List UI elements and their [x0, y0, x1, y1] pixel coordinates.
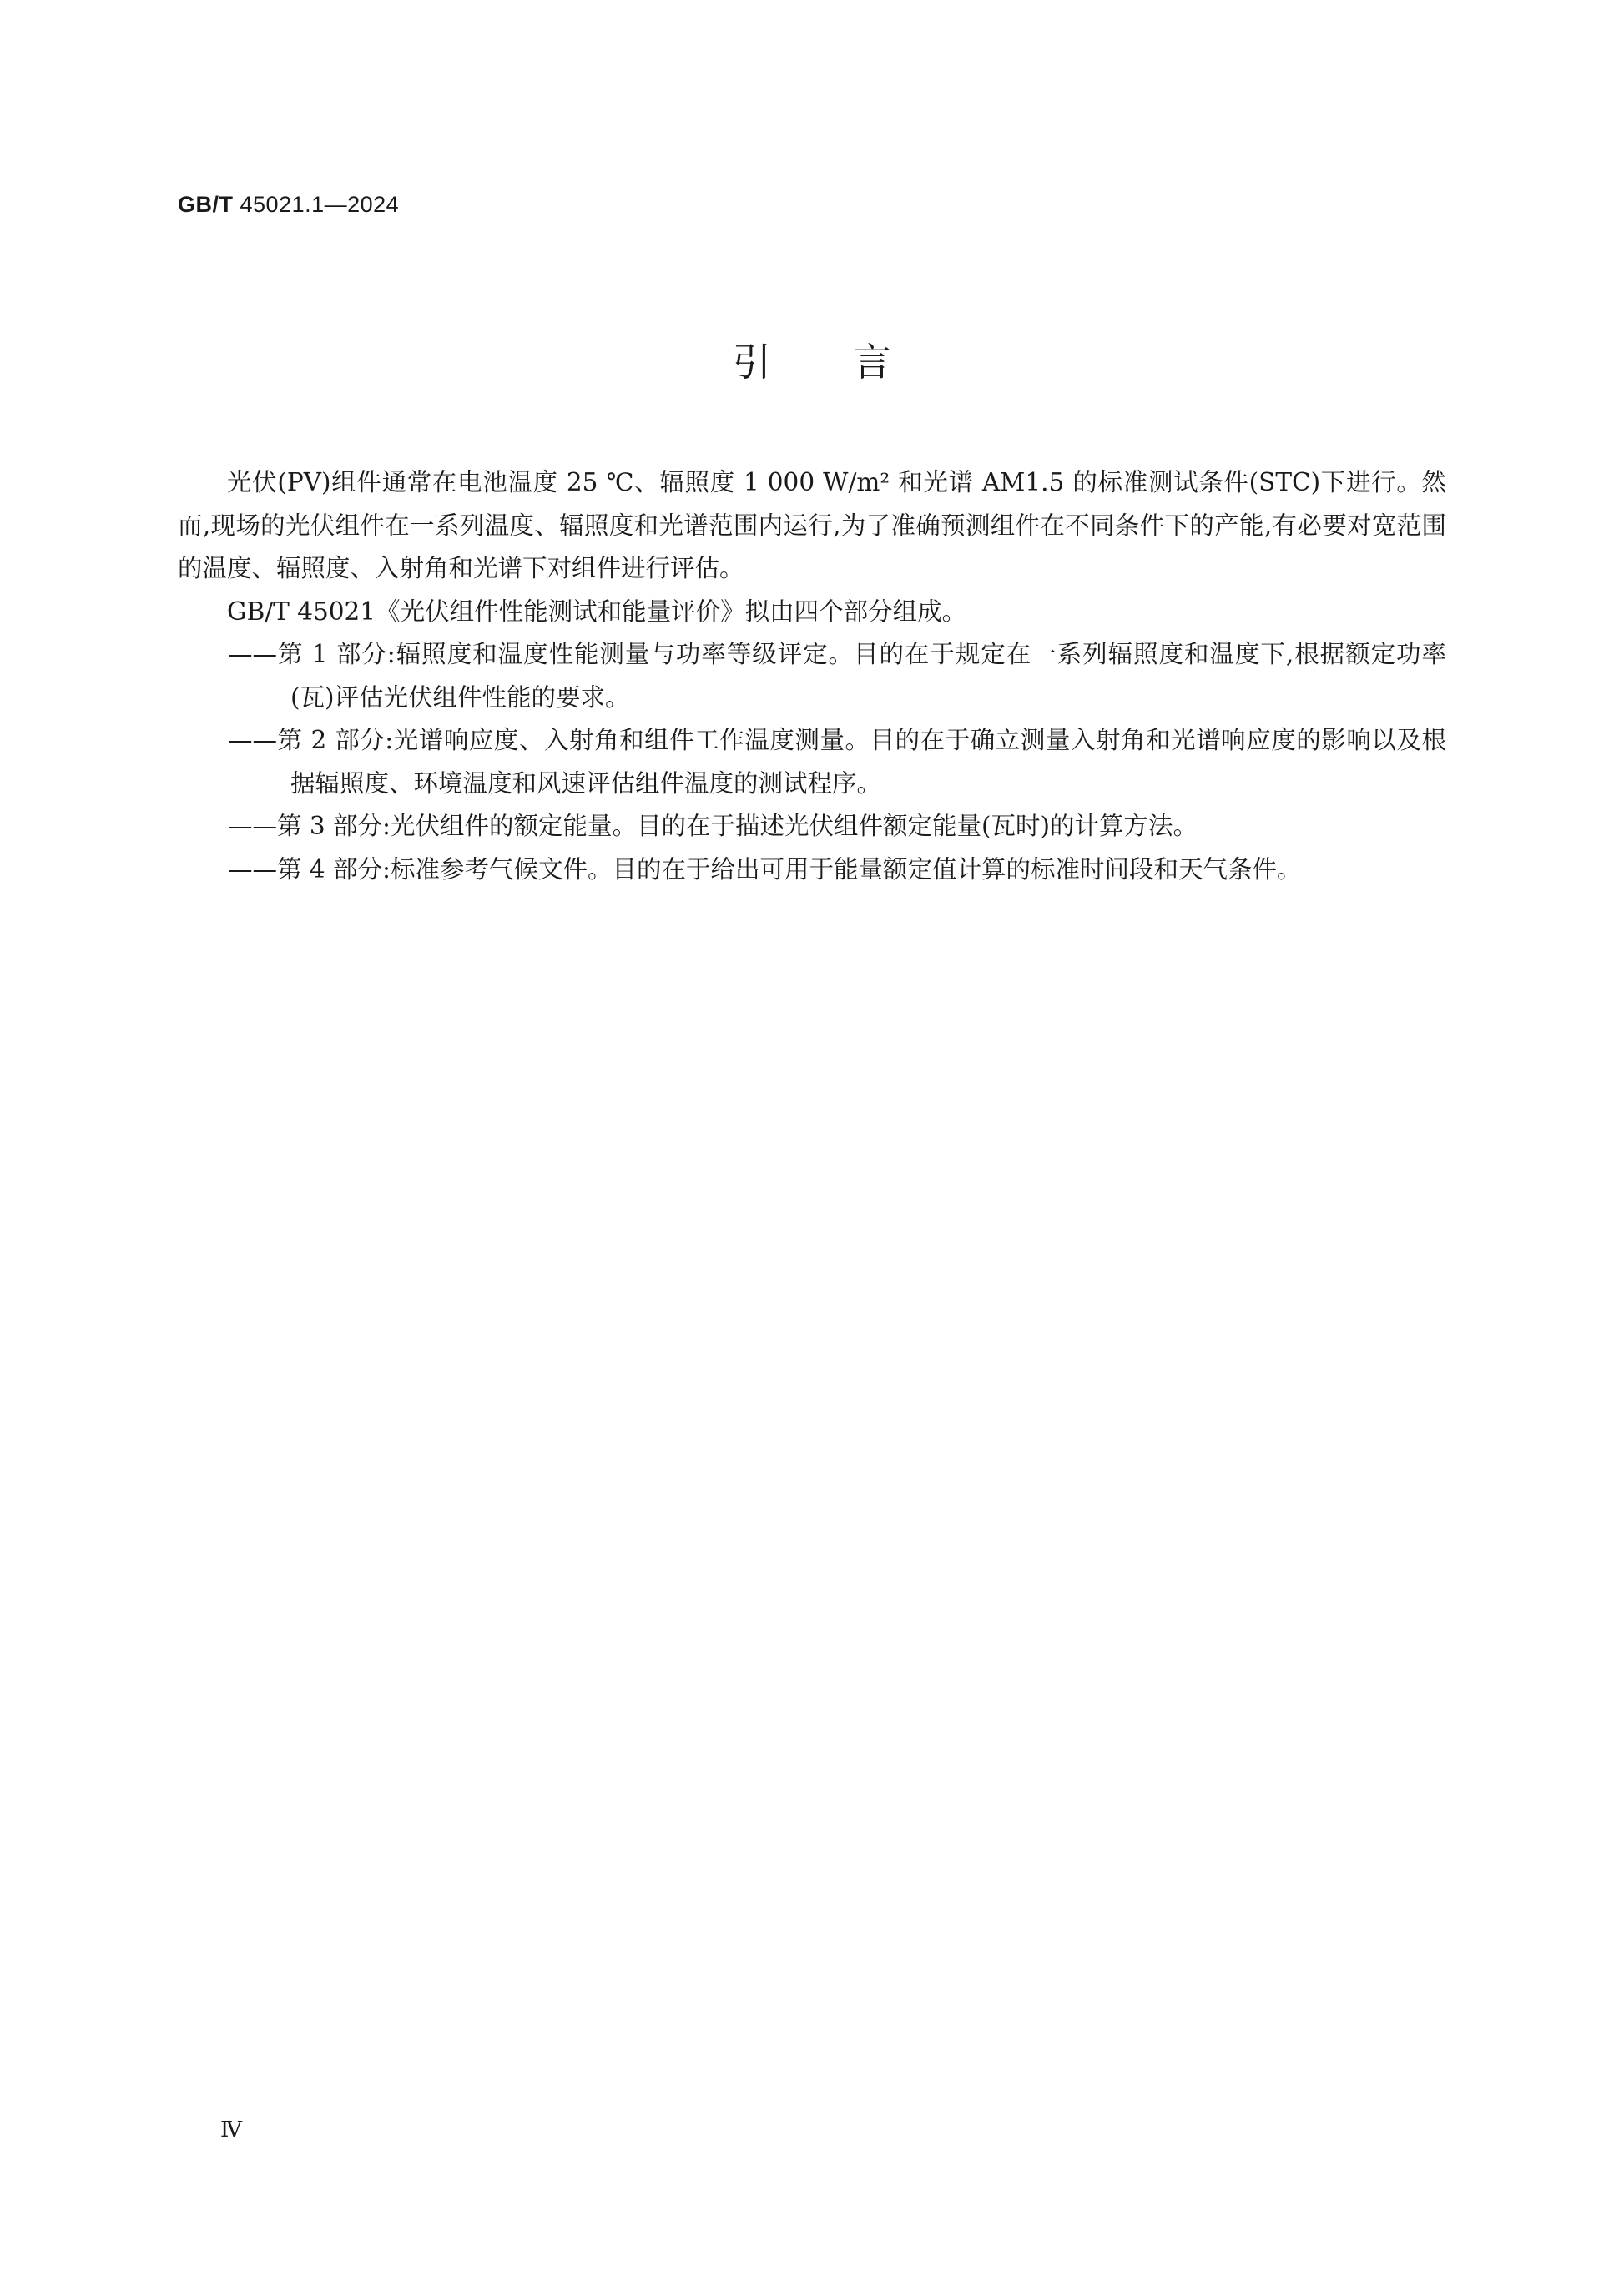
part-4-item: ——第 4 部分:标准参考气候文件。目的在于给出可用于能量额定值计算的标准时间段和天气条件。	[228, 854, 1302, 884]
standard-code-number: 45021.1—2024	[240, 192, 400, 217]
part-1-item: ——第 1 部分:辐照度和温度性能测量与功率等级评定。目的在于规定在一系列辐照度和温度下,根据额定功率(瓦)评估光伏组件性能的要求。	[228, 640, 1446, 712]
page-title: 引言	[733, 340, 973, 385]
page-number: Ⅳ	[220, 2117, 242, 2142]
part-2-item: ——第 2 部分:光谱响应度、入射角和组件工作温度测量。目的在于确立测量入射角和光谱响应度的影响以及根据辐照度、环境温度和风速评估组件温度的测试程序。	[228, 726, 1446, 798]
introduction-body	[178, 461, 1446, 891]
standard-code-prefix: GB/T	[178, 192, 234, 217]
standard-code	[178, 192, 399, 218]
part-3-item: ——第 3 部分:光伏组件的额定能量。目的在于描述光伏组件额定能量(瓦时)的计算方法。	[228, 812, 1198, 840]
parts-overview-paragraph: GB/T 45021《光伏组件性能测试和能量评价》拟由四个部分组成。	[227, 597, 967, 626]
intro-paragraph: 光伏(PV)组件通常在电池温度 25 ℃、辐照度 1 000 W/m² 和光谱 AM1.5 的标准测试条件(STC)下进行。然而,现场的光伏组件在一系列温度、辐照度和光谱范围内运行,为了准确预测组件在不同条件下的产能,有必要对宽范围的温度、辐照度、入射角和光谱下对组件进行评估。	[178, 468, 1446, 582]
